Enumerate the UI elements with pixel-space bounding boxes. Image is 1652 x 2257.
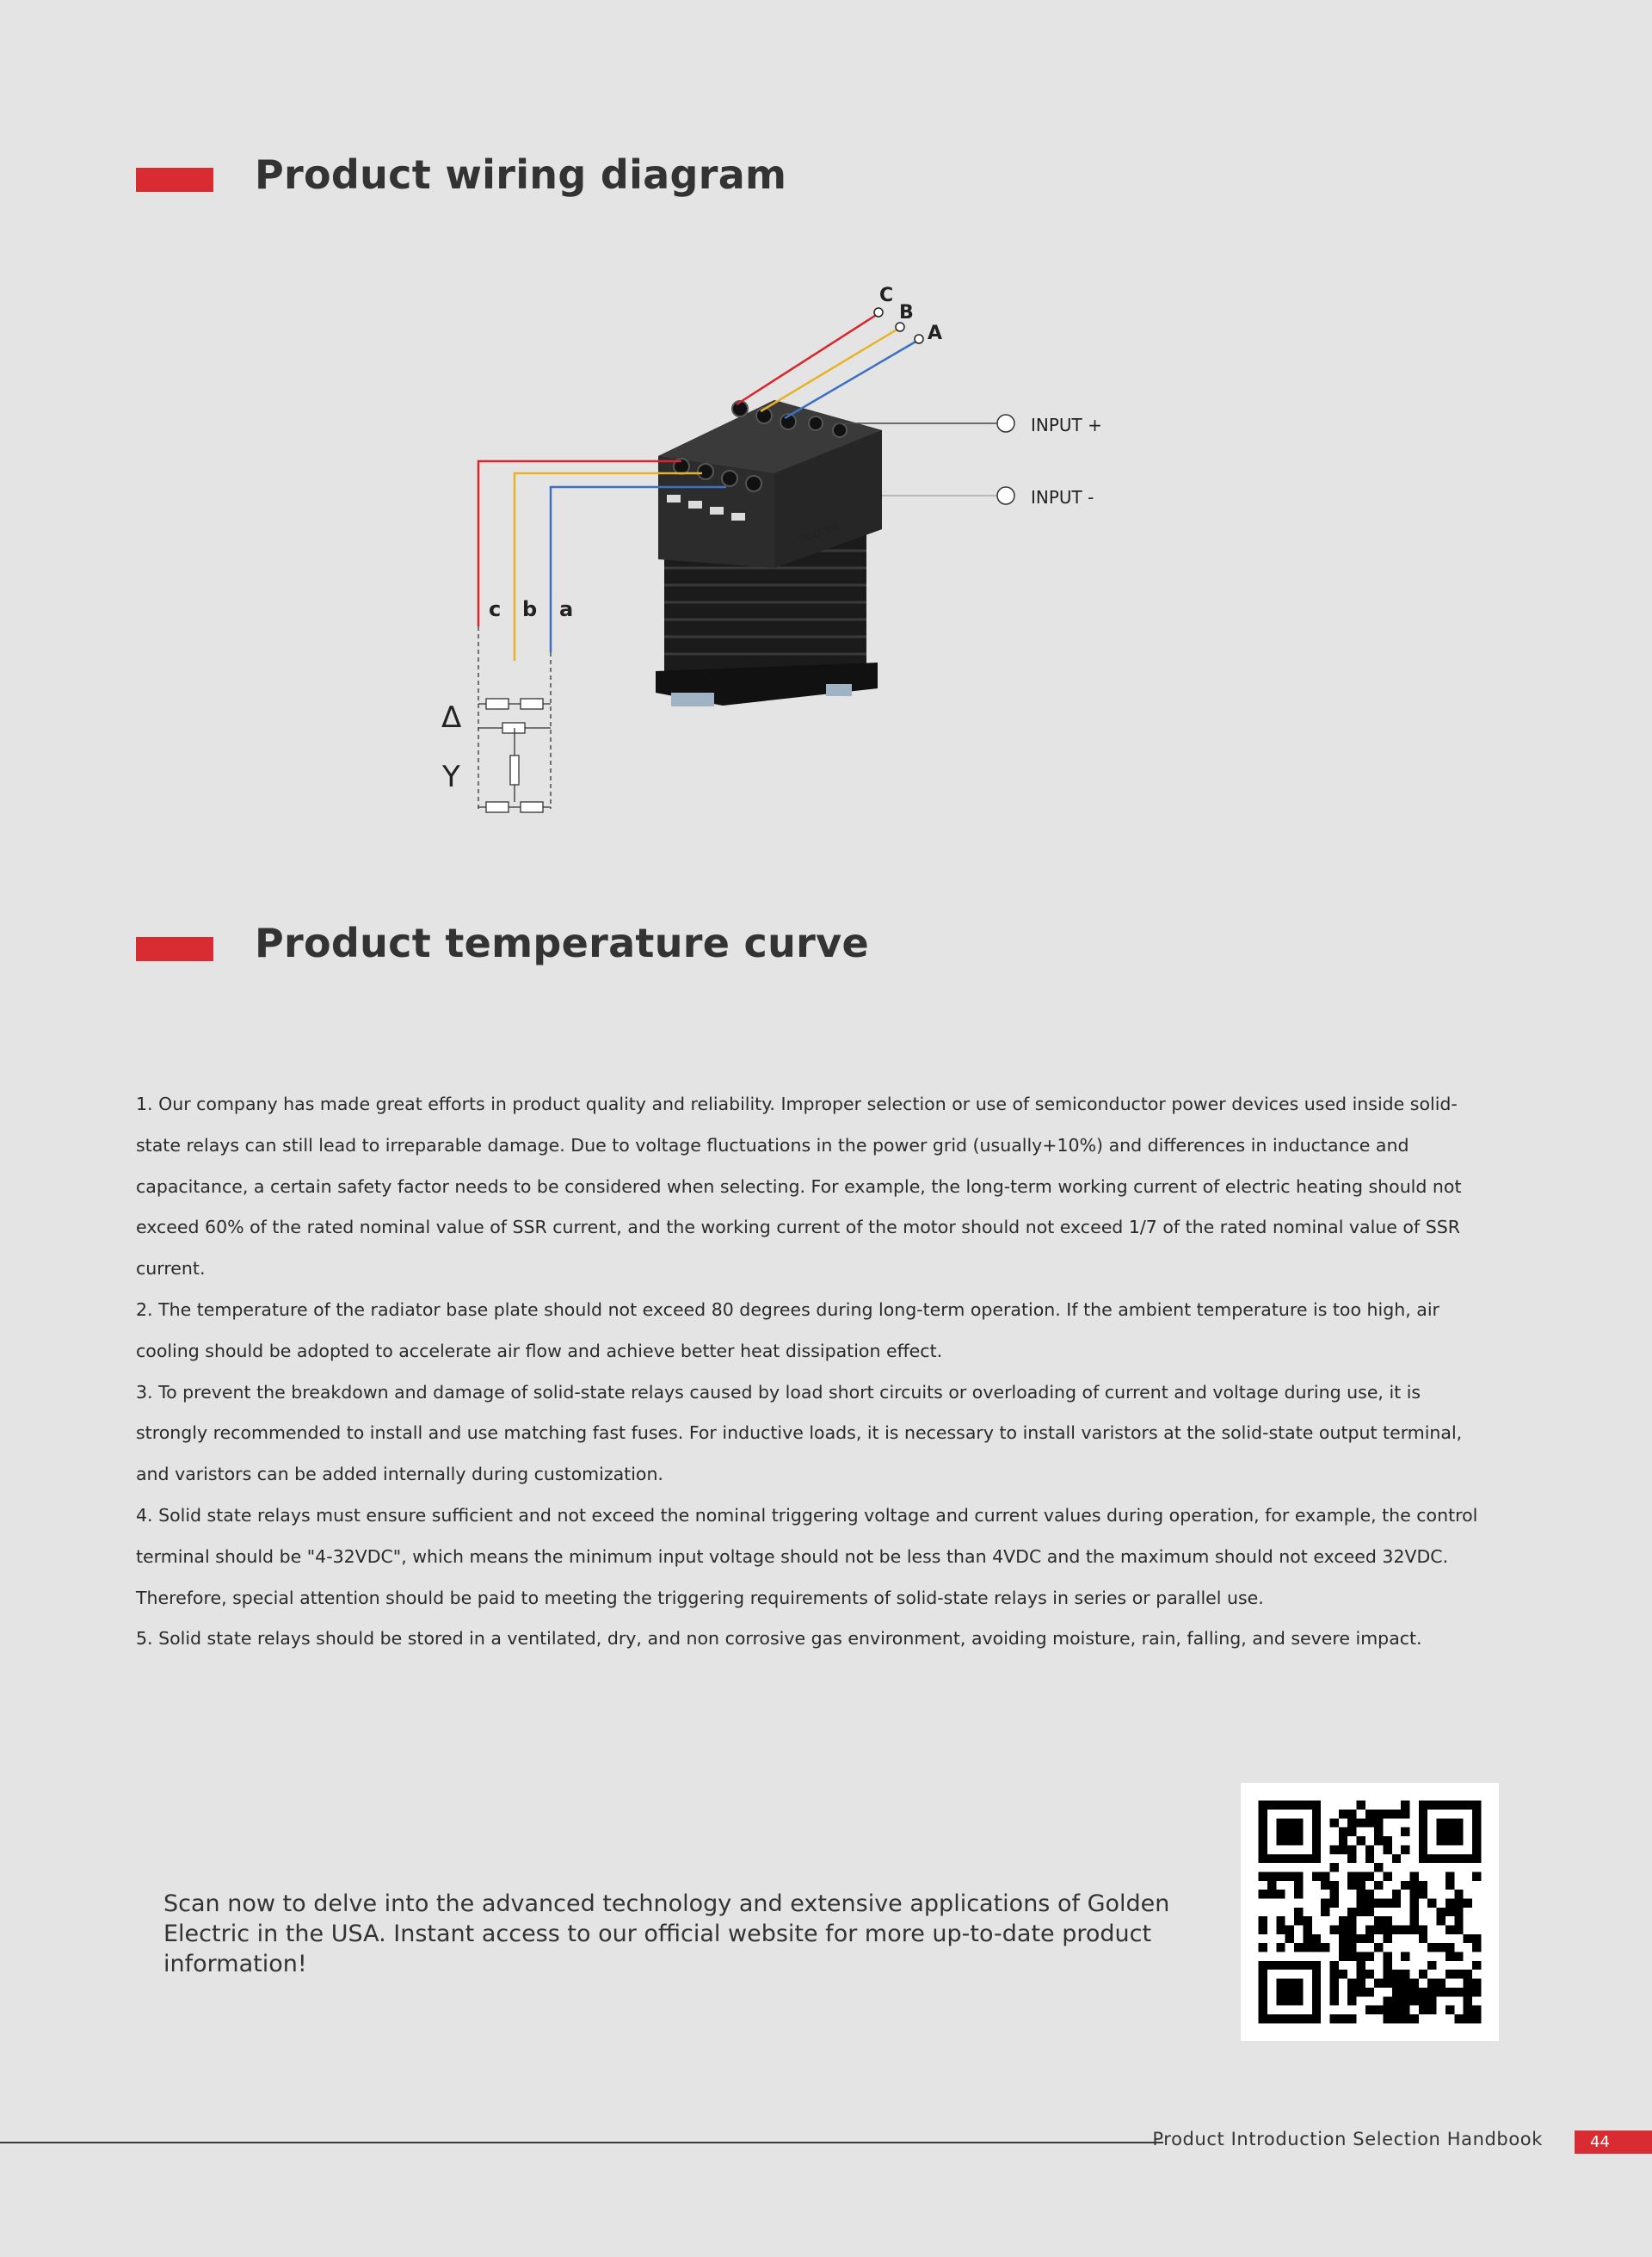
page-number-badge: 44 — [1575, 2131, 1652, 2154]
note-item: 5. Solid state relays should be stored in a ventilated, dry, and non corrosive gas environment, avoiding moisture, rain, falling, and severe impact. — [136, 1628, 1422, 1650]
delta-symbol: Δ — [441, 700, 462, 735]
load-label-c: c — [489, 597, 502, 621]
input-plus-terminal — [997, 415, 1014, 432]
wye-symbol: Y — [442, 760, 460, 794]
phase-label-c: C — [879, 285, 894, 306]
section-marker-wiring — [136, 168, 213, 192]
phase-label-b: B — [899, 302, 914, 324]
section-marker-temperature — [136, 937, 213, 961]
input-minus-label: INPUT - — [1031, 487, 1094, 508]
footer-title: Product Introduction Selection Handbook — [1152, 2129, 1543, 2149]
note-item: 3. To prevent the breakdown and damage of solid-state relays caused by load short circuits or overloading of current and voltage during use, it is strongly recommended to install and use matching fast fuses. For inductive loads, it is necessary to install varistors at the solid-state output terminal, and varistors can be added internally during customization. — [136, 1381, 1463, 1485]
qr-code[interactable] — [1241, 1783, 1499, 2041]
load-label-b: b — [522, 597, 538, 621]
load-label-a: a — [559, 597, 574, 621]
note-item: 4. Solid state relays must ensure sufficient and not exceed the nominal triggering voltage and current values during operation, for example, the control terminal should be "4-32VDC", which means the minimum input voltage should not be less than 4VDC and the maximum should not exceed 32VDC. Therefore, special attention should be paid to meeting the triggering requirements of solid-state relays in series or parallel use. — [136, 1504, 1478, 1608]
note-item: 2. The temperature of the radiator base plate should not exceed 80 degrees during long-term operation. If the ambient temperature is too high, air cooling should be adopted to accelerate air flow and achieve better heat dissipation effect. — [136, 1298, 1439, 1361]
output-wires — [737, 314, 917, 418]
section-title-wiring: Product wiring diagram — [255, 151, 787, 198]
wiring-diagram — [413, 258, 1187, 843]
input-minus-terminal — [997, 487, 1014, 504]
note-item: 1. Our company has made great efforts in product quality and reliability. Improper selection or use of semiconductor power devices used inside solid-state relays can still lead to irreparable damage. Due to voltage fluctuations in the power grid (usually+10%) and differences in inductance and capacitance, a certain safety factor needs to be considered when selecting. For example, the long-term working current of electric heating should not exceed 60% of the rated nominal value of SSR current, and the working current of the motor should not exceed 1/7 of the rated nominal value of SSR current. — [136, 1094, 1462, 1280]
notes-list — [136, 1084, 1478, 1660]
section-title-temperature: Product temperature curve — [255, 920, 869, 966]
phase-label-a: A — [928, 323, 943, 344]
relay-brand-label: GOLDEN — [797, 521, 840, 545]
footer-divider — [0, 2142, 1163, 2143]
scan-promo-text: Scan now to delve into the advanced technology and extensive applications of Golden Electric in the USA. Instant access to our official website for more up-to-date product information! — [163, 1890, 1170, 1977]
input-plus-label: INPUT + — [1031, 415, 1102, 435]
